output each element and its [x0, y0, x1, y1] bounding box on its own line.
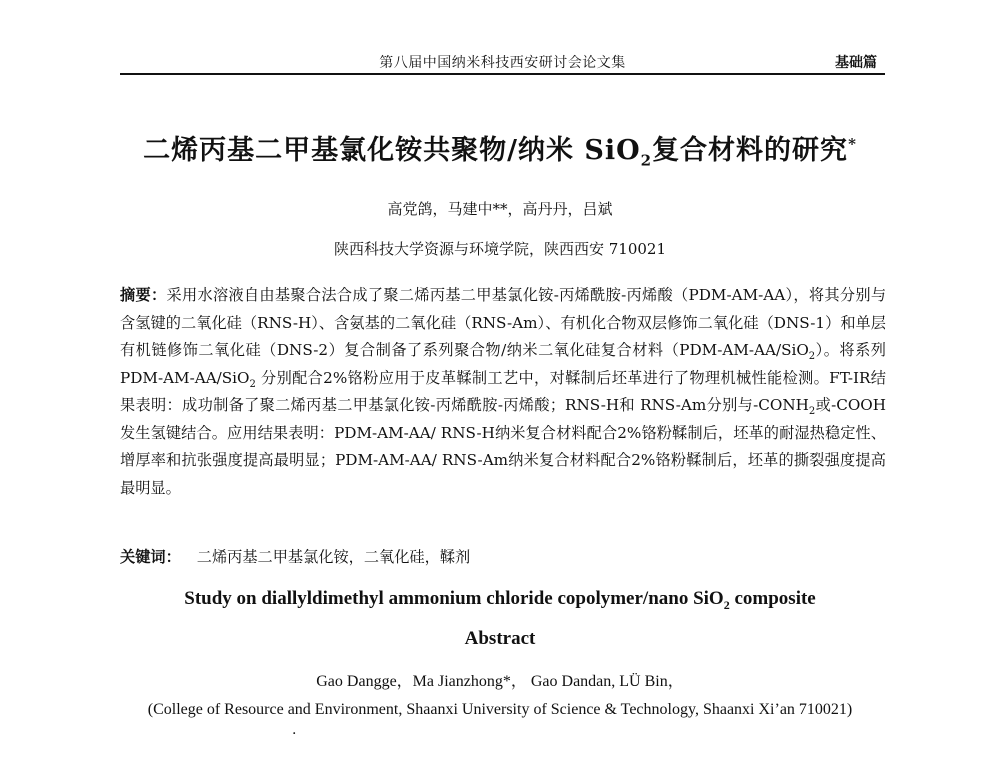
header-proceedings-title: 第八届中国纳米科技西安研讨会论文集	[379, 55, 626, 71]
english-title-end: composite	[729, 588, 816, 609]
english-title-subscript: 2	[723, 597, 730, 612]
english-title-text: Study on diallyldimethyl ammonium chloride copolymer/nano SiO	[184, 588, 724, 609]
english-title	[0, 588, 1000, 613]
title-text-end: 复合材料的研究	[652, 135, 849, 166]
abstract-text-3: 分别配合2%铬粉应用于皮革鞣制工艺中，对鞣制后坯革进行了物理机械性能检测。FT-IR结果表明：成功制备了聚二烯丙基二甲基氯化铵-丙烯酰胺-丙烯酸；RNS-H和 RNS-Am分别与-CONH	[120, 368, 886, 414]
abstract-text-2: ）。将系列PDM-AM-AA/SiO	[120, 341, 886, 387]
title-subscript: 2	[640, 151, 653, 170]
english-affiliation: (College of Resource and Environment, Shaanxi University of Science & Technology, Shaanxi Xi’an 710021)	[147, 701, 853, 718]
keywords-value: 二烯丙基二甲基氯化铵，二氧化硅，鞣剂	[196, 548, 471, 566]
paper-title	[0, 128, 1000, 169]
title-text: 二烯丙基二甲基氯化铵共聚物/纳米 SiO	[143, 135, 641, 166]
abstract-label: 摘要：	[120, 286, 167, 304]
abstract-paragraph	[120, 282, 886, 502]
english-abstract-heading: Abstract	[464, 628, 536, 649]
abstract-subscript-2: 2	[249, 378, 256, 390]
english-author-list: Gao Dangge，Ma Jianzhong*， Gao Dandan, LÜ Bin，	[316, 673, 684, 690]
stray-dot-mark: ·	[292, 726, 297, 742]
header-rule	[120, 73, 885, 75]
header-section-name: 基础篇	[835, 55, 877, 71]
abstract-text-1: 采用水溶液自由基聚合法合成了聚二烯丙基二甲基氯化铵-丙烯酰胺-丙烯酸（PDM-AM-AA），将其分别与含氢键的二氧化硅（RNS-H）、含氨基的二氧化硅（RNS-Am）、有机化合物双层修饰二氧化硅（DNS-1）和单层有机链修饰二氧化硅（DNS-2）复合制备了系列聚合物/纳米二氧化硅复合材料（PDM-AM-AA/SiO	[120, 286, 887, 359]
abstract-subscript-3: 2	[808, 406, 816, 418]
abstract-subscript-1: 2	[808, 351, 816, 363]
title-footnote-mark: *	[848, 135, 857, 153]
running-header	[120, 46, 885, 76]
keywords-label: 关键词：	[120, 548, 181, 566]
author-affiliation: 陕西科技大学资源与环境学院，陕西西安 710021	[333, 240, 667, 258]
keywords-line	[120, 546, 886, 567]
abstract-text-4: 或-COOH发生氢键结合。应用结果表明：PDM-AM-AA/ RNS-H纳米复合材料配合2%铬粉鞣制后，坯革的耐湿热稳定性、增厚率和抗张强度提高最明显；PDM-AM-AA/ RNS-Am纳米复合材料配合2%铬粉鞣制后，坯革的撕裂强度提高最明显。	[120, 396, 886, 497]
author-list: 高党鸽，马建中**，高丹丹，吕斌	[387, 200, 613, 218]
